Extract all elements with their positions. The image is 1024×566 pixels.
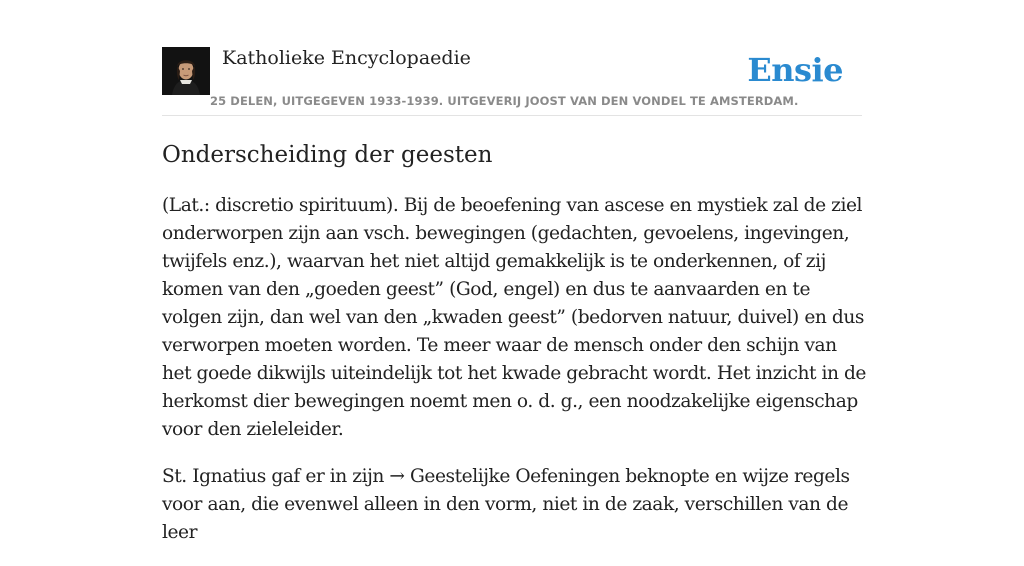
- right-arrow-icon: →: [389, 466, 405, 487]
- article-paragraph: [162, 463, 867, 547]
- article-paragraph: (Lat.: discretio spirituum). Bij de beoefening van ascese en mystiek zal de ziel onderworpen zijn aan vsch. bewegingen (gedachten, gevoelens, ingevingen, twijfels enz.), waarvan het niet altijd gemakkelijk is te onderkennen, of zij komen van den „goeden geest” (God, engel) en dus te aanvaarden en te volgen zijn, dan wel van den „kwaden geest” (bedorven natuur, duivel) en dus verworpen moeten worden. Te meer waar de mensch onder den schijn van het goede dikwijls uiteindelijk tot het kwade gebracht wordt. Het inzicht in de herkomst dier bewegingen noemt men o. d. g., een noodzakelijke eigenschap voor den zieleleider.: [162, 195, 866, 440]
- article-body: [162, 192, 867, 566]
- site-header: [162, 46, 862, 116]
- site-subtitle: 25 DELEN, UITGEGEVEN 1933-1939. UITGEVERIJ JOOST VAN DEN VONDEL TE AMSTERDAM.: [210, 94, 799, 108]
- site-title[interactable]: Katholieke Encyclopaedie: [222, 47, 471, 69]
- paragraph-text: beknopte en wijze regels voor aan, die evenwel alleen in den vorm, niet in de zaak, verschillen van de leer: [162, 466, 850, 543]
- paragraph-text: St. Ignatius gaf er in zijn: [162, 466, 384, 487]
- crossref-label: Geestelijke Oefeningen: [410, 466, 620, 487]
- portrait-avatar-icon[interactable]: [162, 47, 210, 95]
- crossref-link[interactable]: [389, 466, 619, 487]
- brand-logo[interactable]: Ensie: [747, 51, 843, 89]
- article-title: Onderscheiding der geesten: [162, 142, 493, 168]
